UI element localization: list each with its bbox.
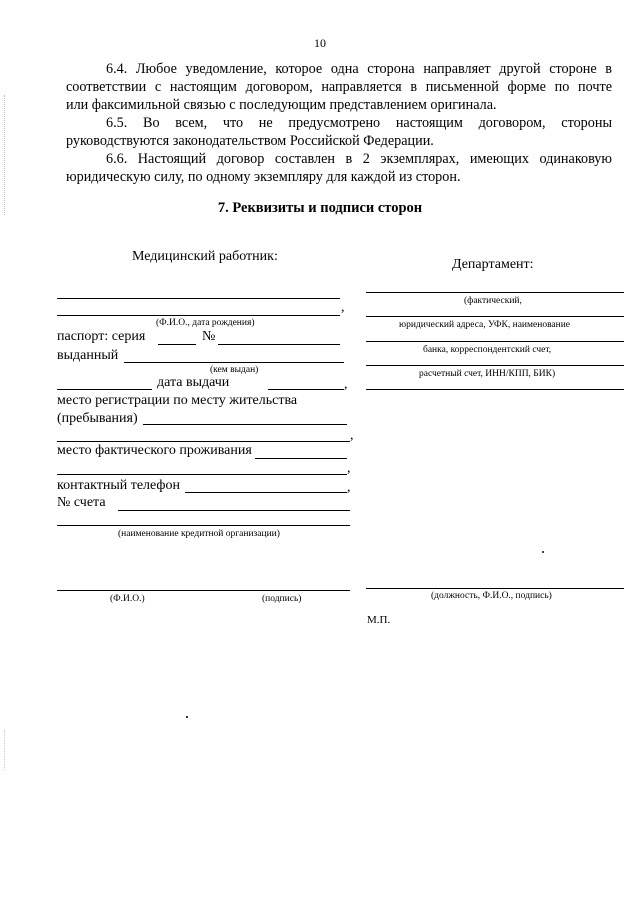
account-label: № счета bbox=[57, 495, 106, 510]
department-heading: Департамент: bbox=[452, 257, 534, 272]
fio-line-2 bbox=[57, 315, 340, 316]
paragraph-6-5 bbox=[66, 114, 612, 150]
paragraph-6-6 bbox=[66, 150, 612, 186]
scan-speck bbox=[542, 551, 544, 553]
issued-label: выданный bbox=[57, 348, 119, 363]
department-caption-1: (фактический, bbox=[464, 296, 522, 306]
passport-number-line bbox=[218, 344, 340, 345]
account-line bbox=[118, 510, 350, 511]
paragraph-line: или факсимильной связью с последующим представлением оригинала. bbox=[66, 97, 497, 113]
department-signature-caption: (должность, Ф.И.О., подпись) bbox=[431, 591, 552, 601]
phone-line bbox=[185, 492, 347, 493]
bank-caption: (наименование кредитной организации) bbox=[118, 529, 280, 539]
paragraph-6-4 bbox=[66, 60, 612, 114]
department-signature-line bbox=[366, 588, 624, 589]
signature-line bbox=[57, 590, 350, 591]
paragraph-line: соответствии с настоящим договором, направляется в письменной форме по почте bbox=[66, 79, 612, 95]
department-caption-3: банка, корреспондентский счет, bbox=[423, 345, 552, 355]
actual-residence-label: место фактического проживания bbox=[57, 443, 252, 458]
actual-residence-line bbox=[255, 458, 347, 459]
scan-speck bbox=[186, 716, 188, 718]
comma: , bbox=[341, 300, 345, 315]
department-caption-4: расчетный счет, ИНН/КПП, БИК) bbox=[419, 369, 556, 379]
department-line-5 bbox=[366, 389, 624, 390]
registration-label: место регистрации по месту жительства bbox=[57, 393, 298, 408]
registration-line-2 bbox=[57, 441, 350, 442]
fio-caption: (Ф.И.О., дата рождения) bbox=[156, 318, 255, 328]
paragraph-line: 6.5. Во всем, что не предусмотрено настоящим договором, стороны bbox=[106, 115, 612, 131]
department-line-4 bbox=[366, 365, 624, 366]
department-line-1 bbox=[366, 292, 624, 293]
signature-sign-caption: (подпись) bbox=[262, 594, 302, 604]
fio-line-1 bbox=[57, 298, 340, 299]
comma: , bbox=[347, 461, 351, 476]
department-caption-2: юридический адреса, УФК, наименование bbox=[399, 320, 571, 330]
issued-by-caption: (кем выдан) bbox=[210, 365, 259, 375]
page-number: 10 bbox=[314, 36, 326, 50]
issued-line bbox=[124, 362, 344, 363]
comma: , bbox=[344, 377, 348, 392]
comma: , bbox=[347, 480, 351, 495]
signature-fio-caption: (Ф.И.О.) bbox=[110, 594, 145, 604]
department-line-2 bbox=[366, 316, 624, 317]
medical-worker-heading: Медицинский работник: bbox=[132, 249, 278, 264]
issue-date-line bbox=[268, 389, 344, 390]
paragraph-line: юридическую силу, по одному экземпляру для каждой из сторон. bbox=[66, 169, 461, 185]
stamp-place: М.П. bbox=[367, 614, 391, 626]
passport-series-line bbox=[158, 344, 196, 345]
section-title: 7. Реквизиты и подписи сторон bbox=[217, 200, 423, 216]
scan-edge-marks bbox=[4, 95, 7, 215]
passport-series-label: паспорт: серия bbox=[57, 329, 146, 344]
department-line-3 bbox=[366, 341, 624, 342]
actual-residence-line-2 bbox=[57, 474, 347, 475]
scan-edge-marks bbox=[4, 730, 7, 770]
date-prefix-line bbox=[57, 389, 152, 390]
registration-line bbox=[143, 424, 347, 425]
paragraph-line: 6.6. Настоящий договор составлен в 2 экземплярах, имеющих одинаковую bbox=[106, 151, 612, 167]
registration-label-2: (пребывания) bbox=[57, 411, 138, 426]
issue-date-label: дата выдачи bbox=[157, 375, 230, 390]
passport-number-label: № bbox=[202, 329, 216, 344]
paragraph-line: 6.4. Любое уведомление, которое одна сторона направляет другой стороне в bbox=[106, 61, 612, 77]
comma: , bbox=[350, 428, 354, 443]
paragraph-line: руководствуются законодательством Российской Федерации. bbox=[66, 133, 434, 149]
bank-line bbox=[57, 525, 350, 526]
phone-label: контактный телефон bbox=[57, 478, 180, 493]
